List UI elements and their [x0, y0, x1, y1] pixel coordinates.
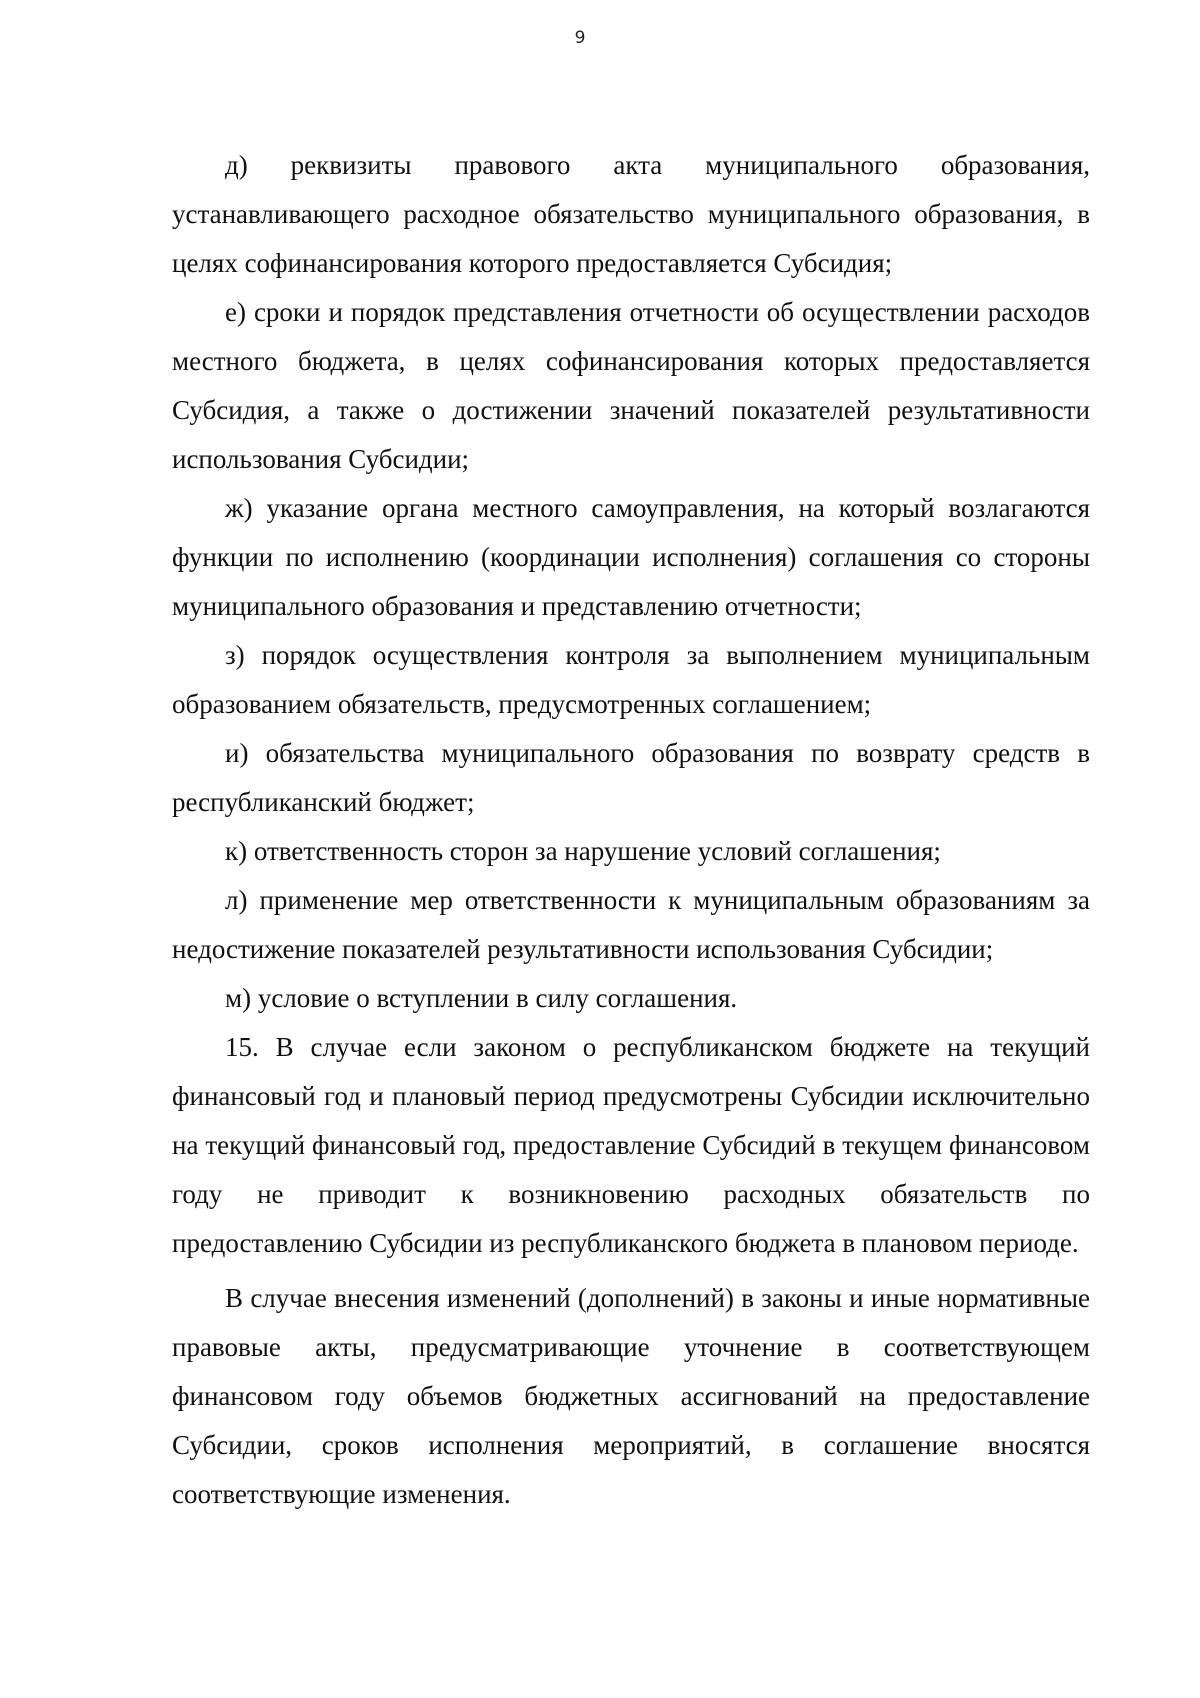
paragraph-d: д) реквизиты правового акта муниципального образования, устанавливающего расходное обязательство муниципального образования, в целях софинансирования которого предоставляется Субсидия; [172, 150, 1090, 278]
paragraph-amendments: В случае внесения изменений (дополнений) в законы и иные нормативные правовые акты, предусматривающие уточнение в соответствующем финансовом году объемов бюджетных ассигнований на предоставление Субсидии, сроков исполнения мероприятий, в соглашение вносятся соответствующие изменения. [172, 1283, 1090, 1509]
page-number: 9 [574, 28, 586, 48]
paragraph-k: к) ответственность сторон за нарушение условий соглашения; [225, 836, 941, 866]
paragraph-i: и) обязательства муниципального образования по возврату средств в республиканский бюджет; [172, 738, 1090, 817]
paragraph-l: л) применение мер ответственности к муниципальным образованиям за недостижение показателей результативности использования Субсидии; [172, 885, 1090, 964]
paragraph-15: 15. В случае если законом о республиканском бюджете на текущий финансовый год и плановый период предусмотрены Субсидии исключительно на текущий финансовый год, предоставление Субсидий в текущем финансовом году не приводит к возникновению расходных обязательств по предоставлению Субсидии из республиканского бюджета в плановом периоде. [172, 1032, 1090, 1258]
paragraph-z: з) порядок осуществления контроля за выполнением муниципальным образованием обязательств, предусмотренных соглашением; [172, 640, 1090, 719]
paragraph-m: м) условие о вступлении в силу соглашения. [225, 983, 738, 1013]
paragraph-zh: ж) указание органа местного самоуправления, на который возлагаются функции по исполнению (координации исполнения) соглашения со стороны муниципального образования и представлению отчетности; [172, 493, 1090, 621]
paragraph-e: е) сроки и порядок представления отчетности об осуществлении расходов местного бюджета, в целях софинансирования которых предоставляется Субсидия, а также о достижении значений показателей результативности использования Субсидии; [172, 297, 1090, 474]
document-body [172, 141, 1090, 1519]
